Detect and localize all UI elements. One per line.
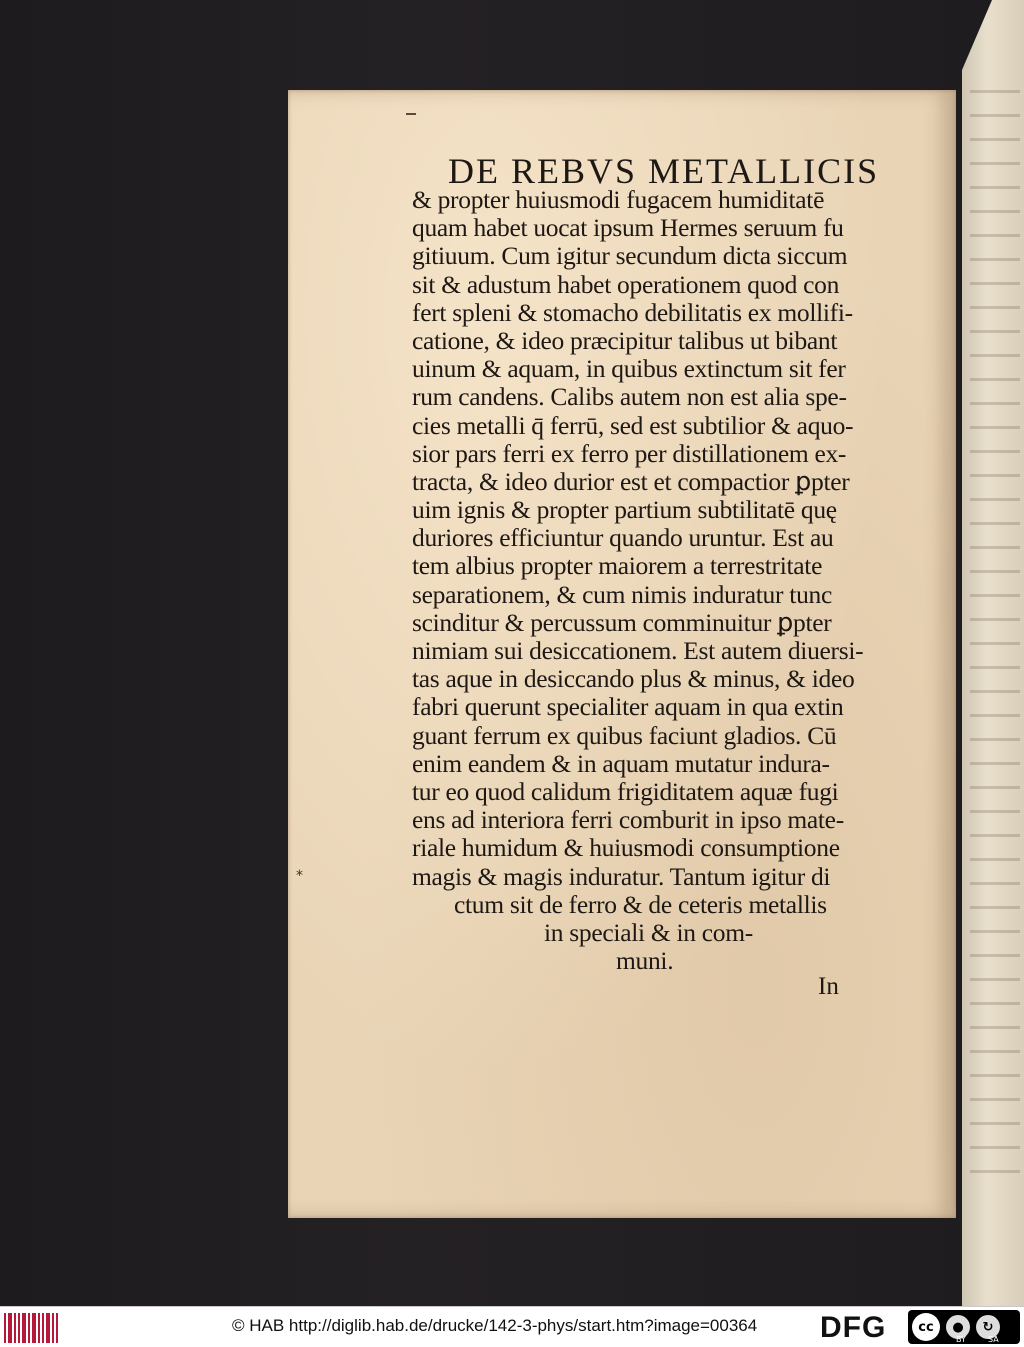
viewer-footer [0, 1306, 1024, 1347]
text-line: duriores efficiuntur quando uruntur. Est au [412, 523, 834, 553]
adjacent-page-text-bleed [970, 90, 1020, 1190]
dfg-logo[interactable]: DFG [820, 1311, 887, 1344]
text-line: cies metalli q̄ ferrū, sed est subtilior & aquo- [412, 410, 854, 440]
text-line: sior pars ferri ex ferro per distillationem ex- [412, 438, 847, 468]
text-line: fabri querunt specialiter aquam in qua extin [412, 692, 844, 722]
cc-icon: cc [912, 1313, 940, 1341]
text-line: ens ad interiora ferri comburit in ipso mate- [412, 805, 844, 835]
cc-license-badge[interactable] [908, 1310, 1020, 1344]
text-line: rum candens. Calibs autem non est alia spe- [412, 382, 847, 412]
text-line: gitiuum. Cum igitur secundum dicta siccum [412, 241, 848, 271]
text-line: separationem, & cum nimis induratur tunc [412, 579, 832, 609]
text-line: muni. [616, 946, 674, 976]
text-line: tem albius propter maiorem a terrestritate [412, 551, 823, 581]
text-line: tur eo quod calidum frigiditatem aquæ fugi [412, 776, 839, 806]
text-line: fert spleni & stomacho debilitatis ex mollifi- [412, 297, 853, 327]
text-line: riale humidum & huiusmodi consumptione [412, 833, 840, 863]
page-mark-dash [406, 113, 416, 115]
text-line: tracta, & ideo durior est et compactior ꝑpter [412, 466, 850, 496]
page-text-block [412, 186, 912, 975]
catchword: In [818, 973, 839, 1000]
adjacent-page-edge [962, 0, 1024, 1306]
text-line: tas aque in desiccando plus & minus, & ideo [412, 664, 855, 694]
text-line: scinditur & percussum comminuitur ꝑpter [412, 607, 832, 637]
copyright-link[interactable]: © HAB http://diglib.hab.de/drucke/142-3-phys/start.htm?image=00364 [232, 1316, 758, 1335]
text-line: sit & adustum habet operationem quod con [412, 269, 840, 299]
by-label: BY [956, 1335, 966, 1344]
text-line: ctum sit de ferro & de ceteris metallis [454, 889, 827, 919]
text-line: uinum & aquam, in quibus extinctum sit fer [412, 354, 846, 384]
hab-logo-icon[interactable] [4, 1313, 58, 1343]
text-line: catione, & ideo præcipitur talibus ut bibant [412, 325, 838, 355]
text-line: guant ferrum ex quibus faciunt gladios. Cū [412, 720, 837, 750]
text-line: uim ignis & propter partium subtilitatē quę [412, 495, 837, 525]
by-icon: ● [946, 1315, 970, 1339]
text-line: magis & magis induratur. Tantum igitur di [412, 861, 831, 891]
sa-label: SA [988, 1335, 999, 1344]
text-line: nimiam sui desiccationem. Est autem diuersi- [412, 636, 864, 665]
text-line: & propter huiusmodi fugacem humiditatē [412, 185, 825, 214]
sa-icon: ↻ [976, 1315, 1000, 1339]
running-header: DE REBVS METALLICIS [448, 151, 880, 191]
text-line: quam habet uocat ipsum Hermes seruum fu [412, 213, 844, 243]
margin-asterisk: * [296, 868, 303, 884]
text-line: enim eandem & in aquam mutatur indura- [412, 748, 830, 778]
text-line: in speciali & in com- [544, 917, 753, 947]
